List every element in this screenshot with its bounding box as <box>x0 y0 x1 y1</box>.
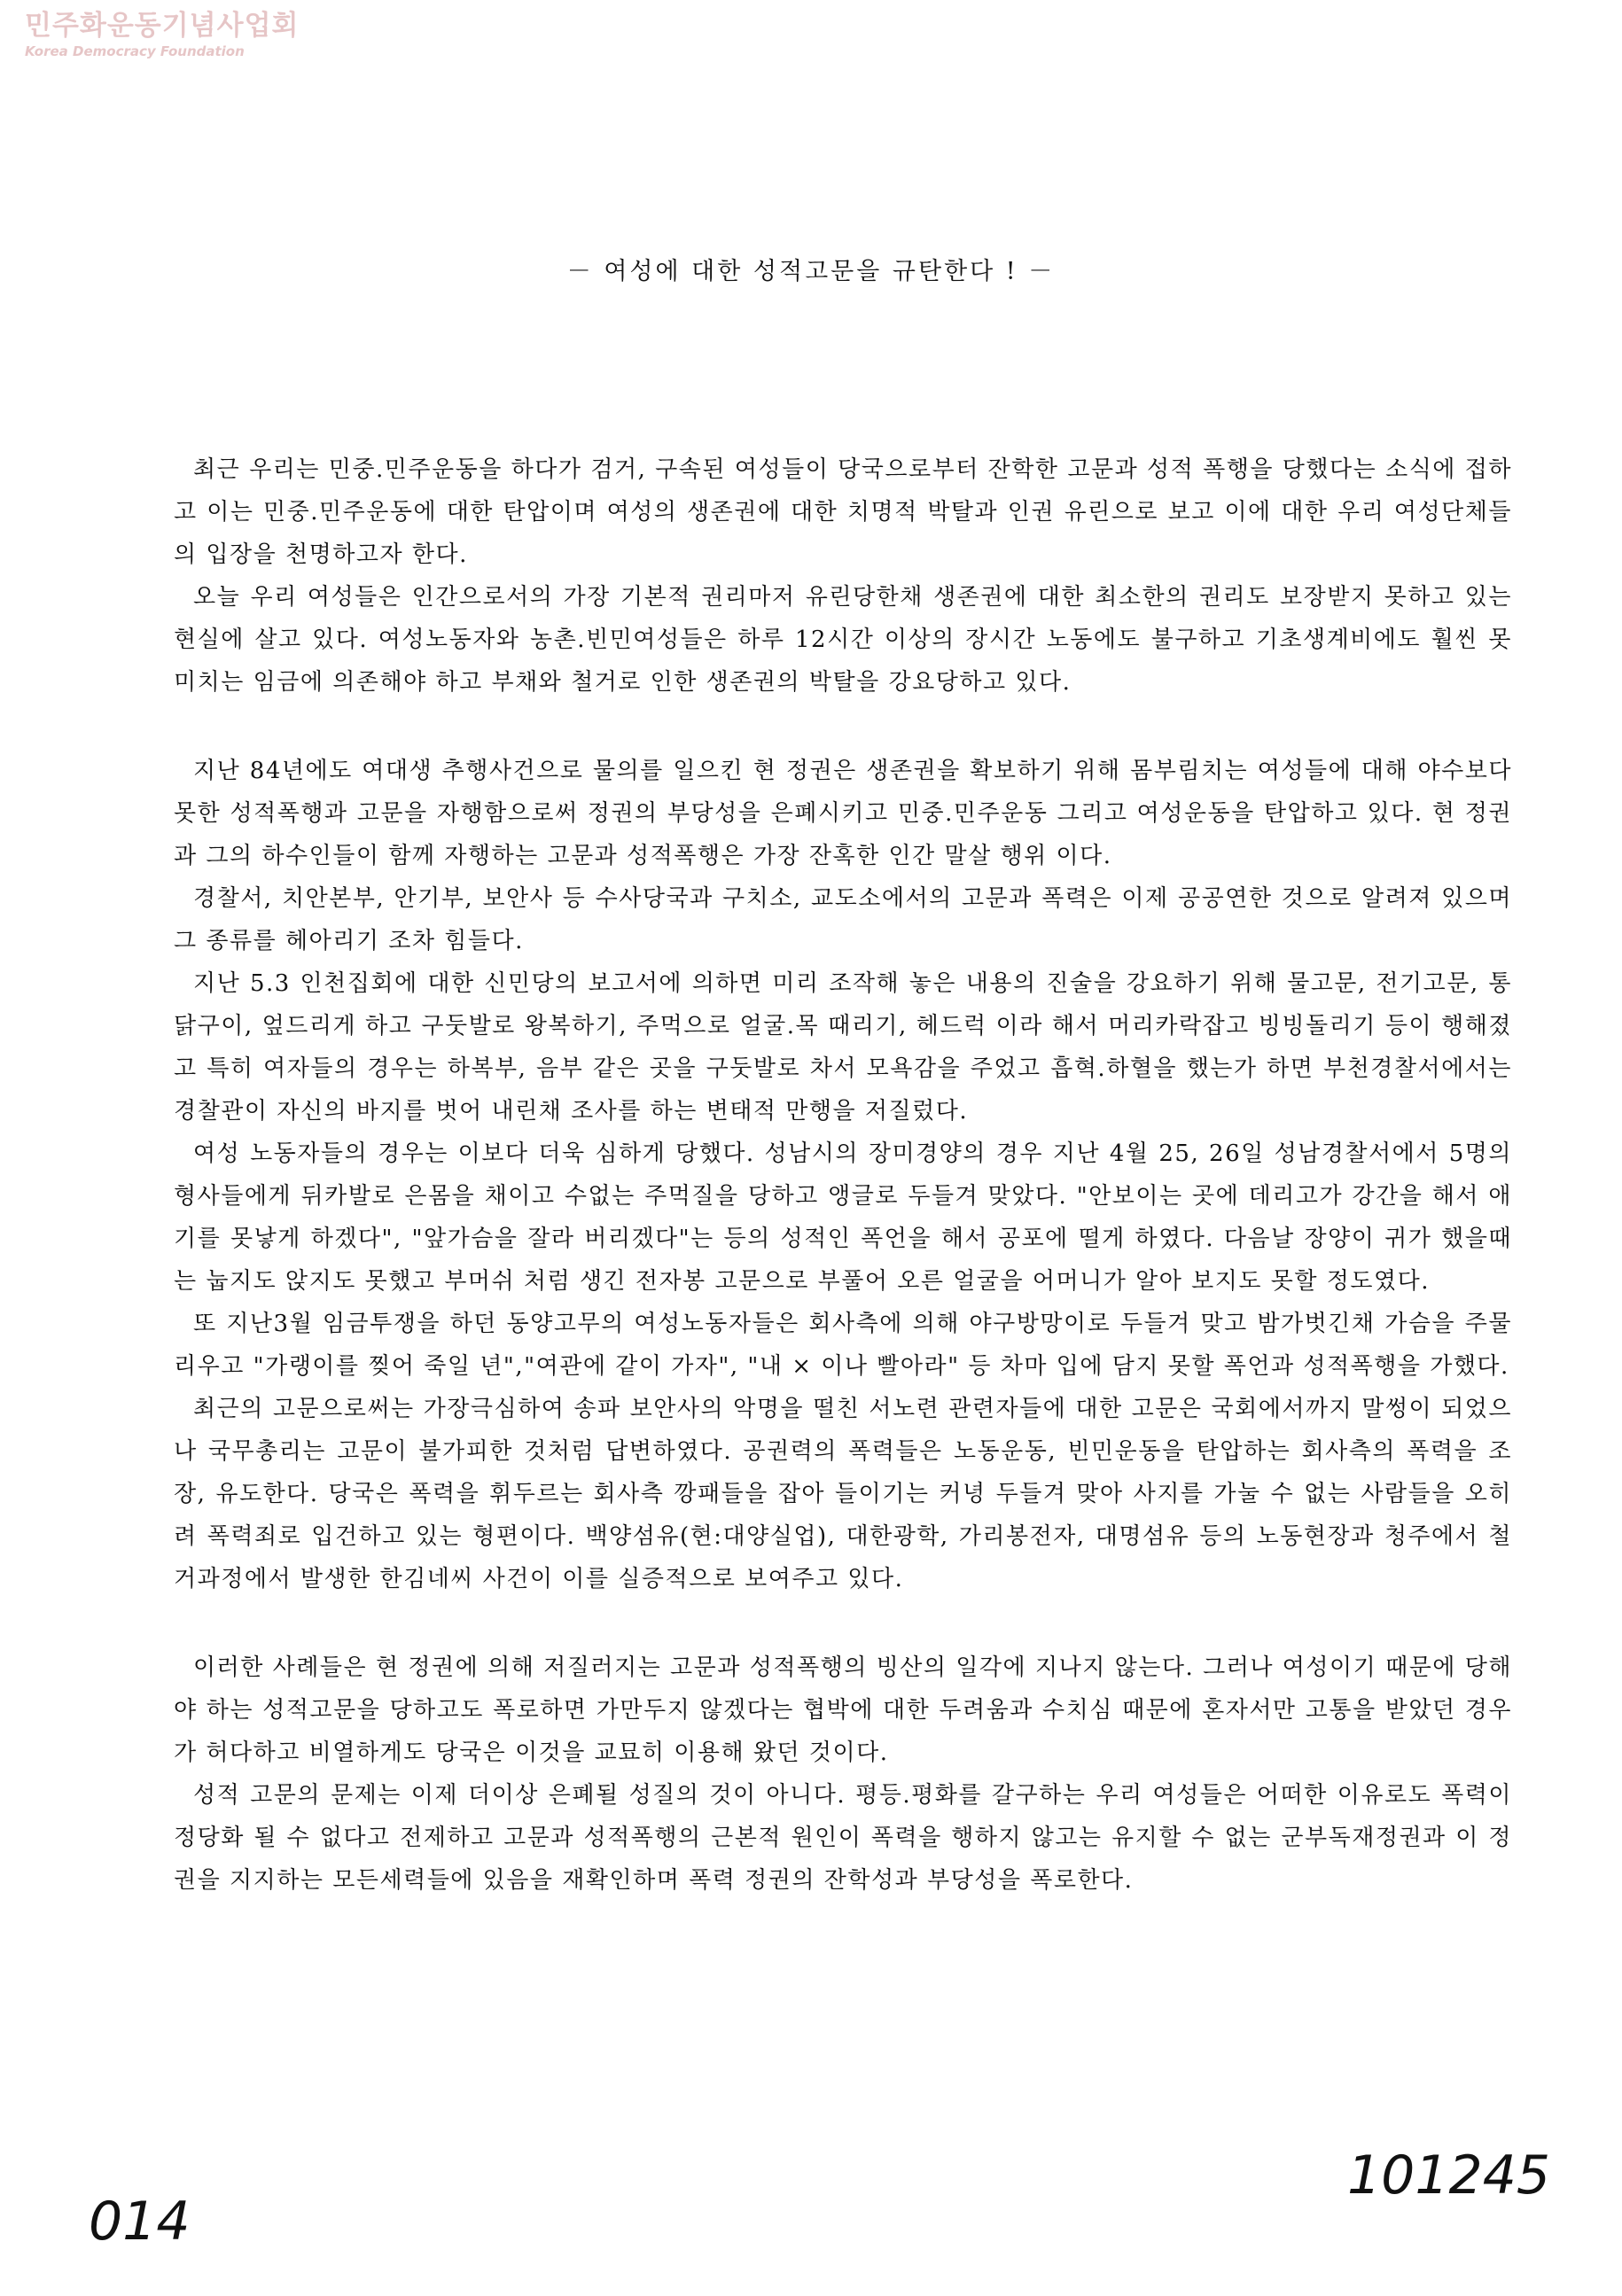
paragraph-1: 최근 우리는 민중.민주운동을 하다가 검거, 구속된 여성들이 당국으로부터 잔학한 고문과 성적 폭행을 당했다는 소식에 접하고 이는 민중.민주운동에 대한 탄압이며 여성의 생존권에 대한 치명적 박탈과 인권 유린으로 보고 이에 대한 우리 여성단체들의 입장을 천명하고자 한다. <box>174 456 1512 568</box>
paragraph-spacer <box>174 704 1512 750</box>
watermark-english: Korea Democracy Foundation <box>25 43 245 59</box>
handwritten-page-number: 014 <box>89 2191 191 2253</box>
watermark-logo <box>25 12 299 58</box>
document-body <box>174 448 1512 1902</box>
paragraph-4: 경찰서, 치안본부, 안기부, 보안사 등 수사당국과 구치소, 교도소에서의 고문과 폭력은 이제 공공연한 것으로 알려져 있으며 그 종류를 헤아리기 조차 힘들다. <box>174 885 1512 954</box>
paragraph-9: 이러한 사례들은 현 정권에 의해 저질러지는 고문과 성적폭행의 빙산의 일각에 지나지 않는다. 그러나 여성이기 때문에 당해야 하는 성적고문을 당하고도 폭로하면 가만두지 않겠다는 협박에 대한 두려움과 수치심 때문에 혼자서만 고통을 받았던 경우가 허다하고 비열하게도 당국은 이것을 교묘히 이용해 왔던 것이다. <box>174 1654 1512 1766</box>
paragraph-7: 또 지난3월 임금투쟁을 하던 동양고무의 여성노동자들은 회사측에 의해 야구방망이로 두들겨 맞고 밤가벗긴채 가슴을 주물리우고 "가랭이를 찢어 죽일 년","여관에 같이 가자", "내 × 이나 빨아라" 등 차마 입에 담지 못할 폭언과 성적폭행을 가했다. <box>174 1311 1512 1380</box>
paragraph-spacer <box>174 1600 1512 1646</box>
paragraph-3: 지난 84년에도 여대생 추행사건으로 물의를 일으킨 현 정권은 생존권을 확보하기 위해 몸부림치는 여성들에 대해 야수보다 못한 성적폭행과 고문을 자행함으로써 정권의 부당성을 은폐시키고 민중.민주운동 그리고 여성운동을 탄압하고 있다. 현 정권과 그의 하수인들이 함께 자행하는 고문과 성적폭행은 가장 잔혹한 인간 말살 행위 이다. <box>174 758 1512 869</box>
paragraph-2: 오늘 우리 여성들은 인간으로서의 가장 기본적 권리마저 유린당한채 생존권에 대한 최소한의 권리도 보장받지 못하고 있는 현실에 살고 있다. 여성노동자와 농촌.빈민여성들은 하루 12시간 이상의 장시간 노동에도 불구하고 기초생계비에도 훨씬 못미치는 임금에 의존해야 하고 부채와 철거로 인한 생존권의 박탈을 강요당하고 있다. <box>174 584 1512 696</box>
paragraph-6: 여성 노동자들의 경우는 이보다 더욱 심하게 당했다. 성남시의 장미경양의 경우 지난 4월 25, 26일 성남경찰서에서 5명의 형사들에게 뒤카발로 은몸을 채이고 수없는 주먹질을 당하고 앵글로 두들겨 맞았다. "안보이는 곳에 데리고가 강간을 해서 애기를 못낳게 하겠다", "앞가슴을 잘라 버리겠다"는 등의 성적인 폭언을 해서 공포에 떨게 하였다. 다음날 장양이 귀가 했을때는 눕지도 앉지도 못했고 부머쉬 처럼 생긴 전자봉 고문으로 부풀어 오른 얼굴을 어머니가 알아 보지도 못할 정도였다. <box>174 1140 1512 1295</box>
paragraph-5: 지난 5.3 인천집회에 대한 신민당의 보고서에 의하면 미리 조작해 놓은 내용의 진술을 강요하기 위해 물고문, 전기고문, 통닭구이, 엎드리게 하고 구둣발로 왕복하기, 주먹으로 얼굴.목 때리기, 헤드럭 이라 해서 머리카락잡고 빙빙돌리기 등이 행해졌고 특히 여자들의 경우는 하복부, 음부 같은 곳을 구둣발로 차서 모욕감을 주었고 흡혁.하혈을 했는가 하면 부천경찰서에서는 경찰관이 자신의 바지를 벗어 내린채 조사를 하는 변태적 만행을 저질렀다. <box>174 970 1512 1125</box>
watermark-korean: 민주화운동기념사업회 <box>25 10 300 42</box>
paragraph-8: 최근의 고문으로써는 가장극심하여 송파 보안사의 악명을 떨친 서노련 관련자들에 대한 고문은 국회에서까지 말썽이 되었으나 국무총리는 고문이 불가피한 것처럼 답변하였다. 공권력의 폭력들은 노동운동, 빈민운동을 탄압하는 회사측의 폭력을 조장, 유도한다. 당국은 폭력을 휘두르는 회사측 깡패들을 잡아 들이기는 커녕 두들겨 맞아 사지를 가눌 수 없는 사람들을 오히려 폭력죄로 입건하고 있는 형편이다. 백양섬유(현:대양실업), 대한광학, 가리봉전자, 대명섬유 등의 노동현장과 청주에서 철거과정에서 발생한 한김네씨 사건이 이를 실증적으로 보여주고 있다. <box>174 1396 1512 1592</box>
handwritten-document-number: 101245 <box>1347 2144 1551 2206</box>
paragraph-10: 성적 고문의 문제는 이제 더이상 은폐될 성질의 것이 아니다. 평등.평화를 갈구하는 우리 여성들은 어떠한 이유로도 폭력이 정당화 될 수 없다고 전제하고 고문과 성적폭행의 근본적 원인이 폭력을 행하지 않고는 유지할 수 없는 군부독재정권과 이 정권을 지지하는 모든세력들에 있음을 재확인하며 폭력 정권의 잔학성과 부당성을 폭로한다. <box>174 1782 1512 1894</box>
document-title: － 여성에 대한 성적고문을 규탄한다 ! － <box>566 258 1056 285</box>
